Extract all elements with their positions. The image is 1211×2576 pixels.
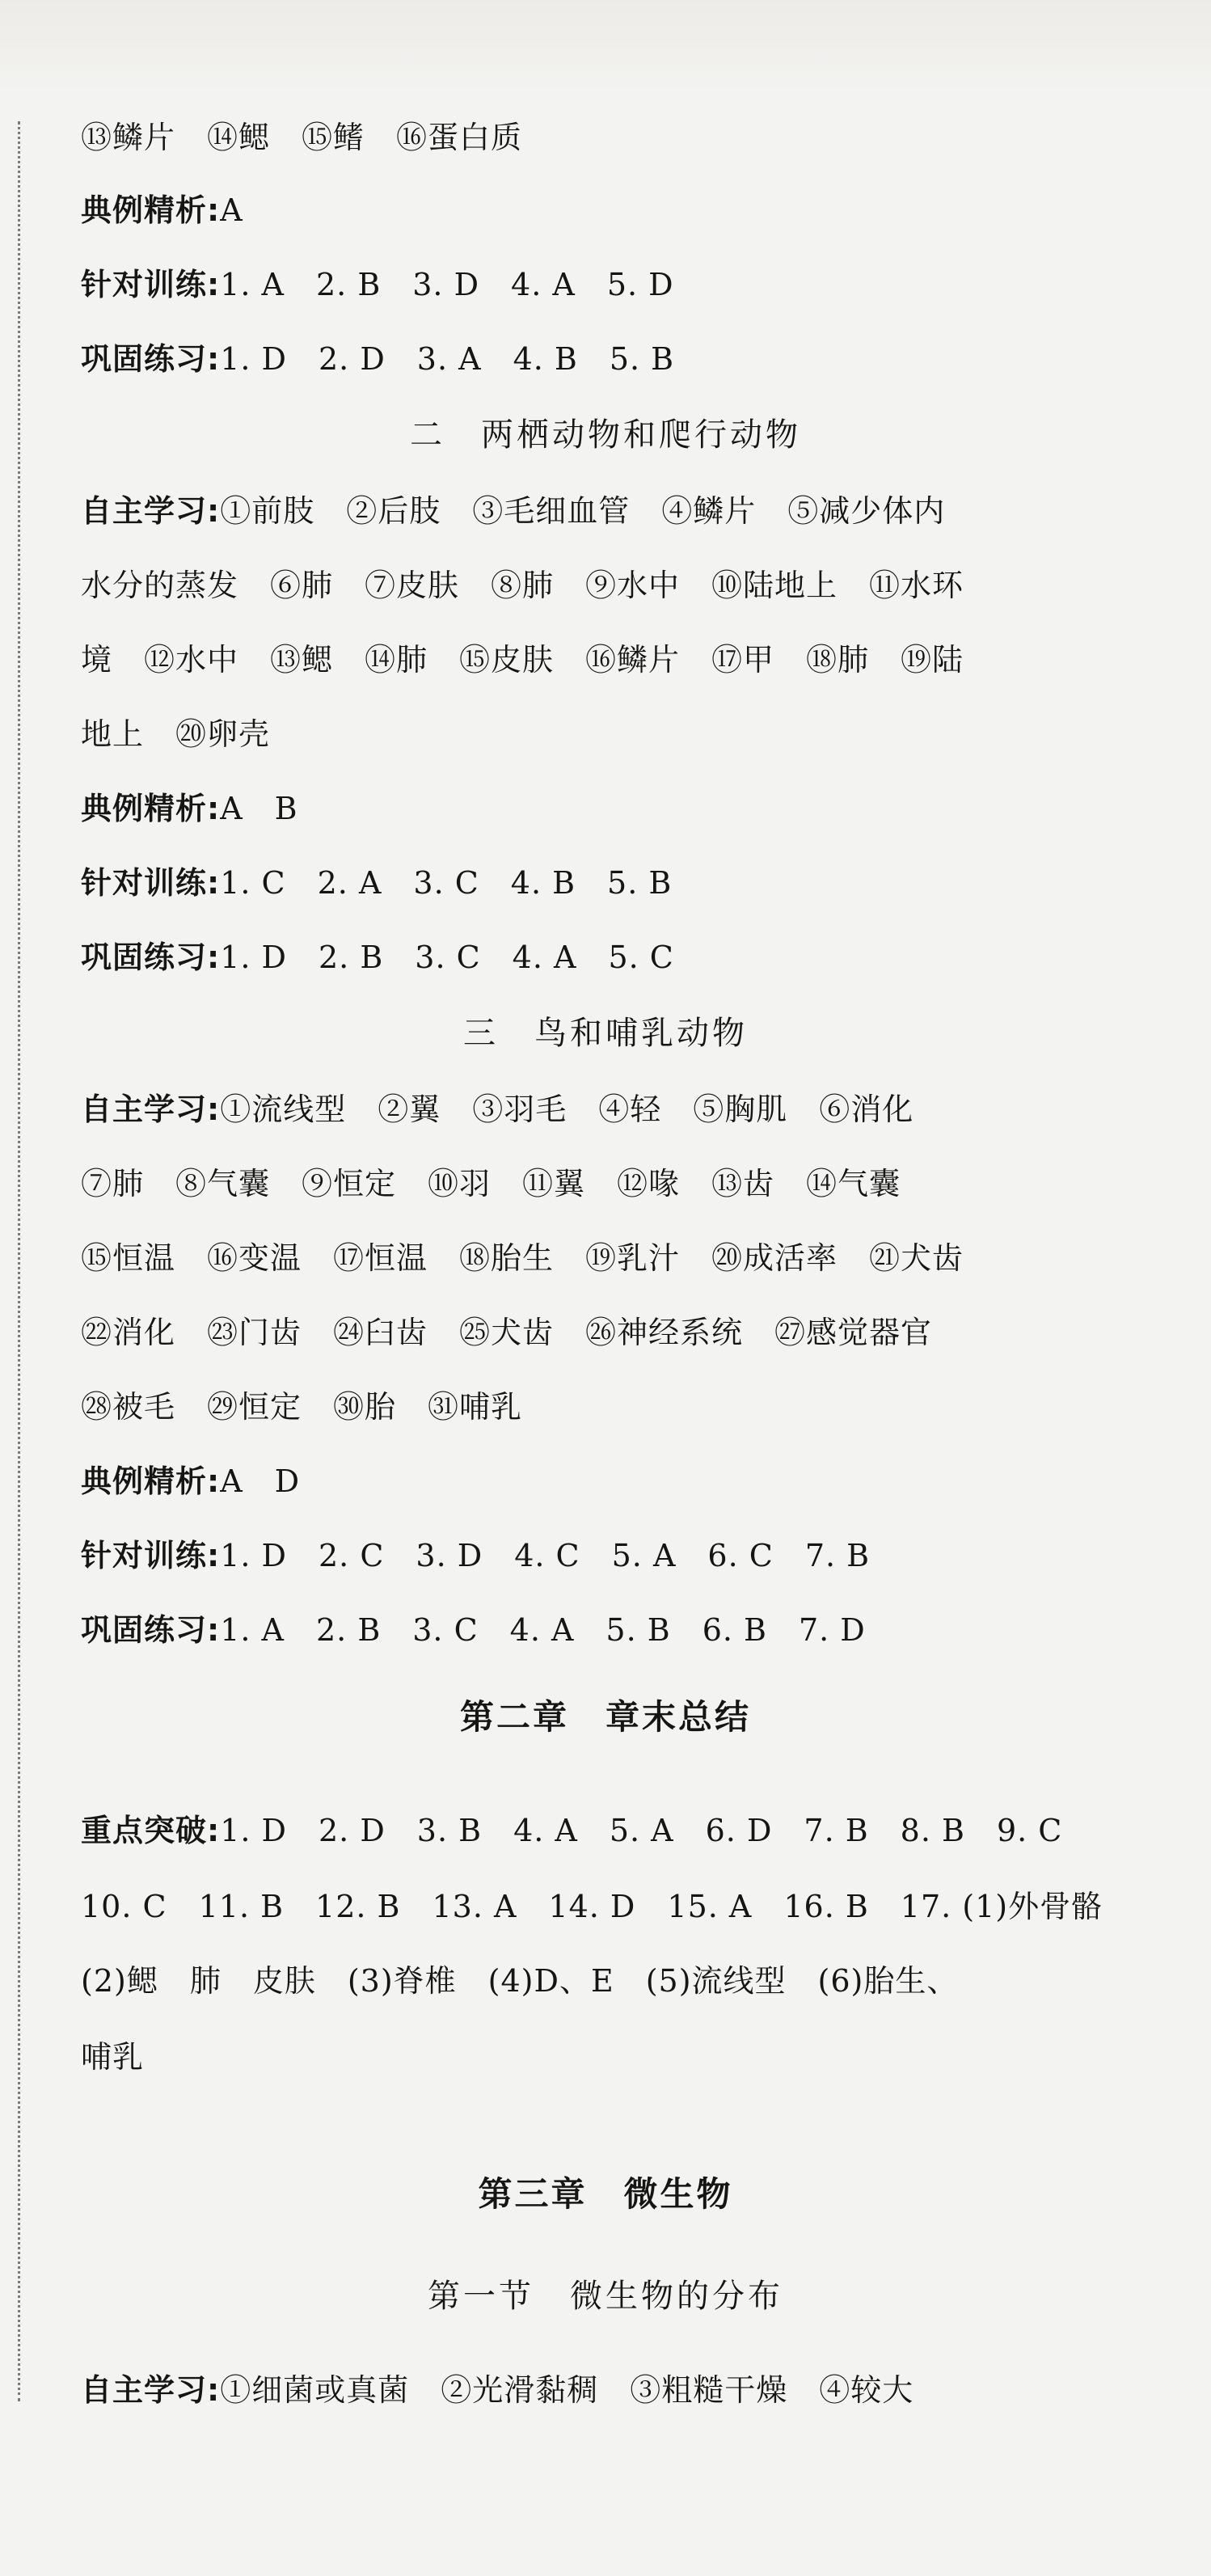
- answer-line: 巩固练习:1. A 2. B 3. C 4. A 5. B 6. B 7. D: [81, 1612, 866, 1648]
- chapter-summary-title: 第二章 章末总结: [459, 1697, 751, 1737]
- section-title: 第一节 微生物的分布: [428, 2278, 783, 2315]
- answer-line: 自主学习:①前肢 ②后肢 ③毛细血管 ④鳞片 ⑤减少体内: [81, 493, 946, 529]
- answer-line: 哺乳: [81, 2039, 145, 2075]
- answer-line: (2)鳃 肺 皮肤 (3)脊椎 (4)D、E (5)流线型 (6)胎生、: [81, 1963, 959, 1999]
- answer-line: 针对训练:1. A 2. B 3. D 4. A 5. D: [81, 267, 674, 302]
- answer-line: 巩固练习:1. D 2. D 3. A 4. B 5. B: [81, 341, 675, 377]
- answer-line: 自主学习:①细菌或真菌 ②光滑黏稠 ③粗糙干燥 ④较大: [81, 2372, 914, 2408]
- answer-line: 境 ⑫水中 ⑬鳃 ⑭肺 ⑮皮肤 ⑯鳞片 ⑰甲 ⑱肺 ⑲陆: [81, 642, 964, 678]
- answer-line: ⑦肺 ⑧气囊 ⑨恒定 ⑩羽 ⑪翼 ⑫喙 ⑬齿 ⑭气囊: [81, 1166, 901, 1201]
- binding-dotted-line: [18, 121, 20, 2401]
- chapter-title: 第三章 微生物: [478, 2174, 733, 2214]
- answer-line: 典例精析:A D: [81, 1463, 301, 1499]
- answer-line: ㉒消化 ㉓门齿 ㉔臼齿 ㉕犬齿 ㉖神经系统 ㉗感觉器官: [81, 1315, 933, 1350]
- section-title: 三 鸟和哺乳动物: [463, 1015, 748, 1052]
- answer-line: ⑬鳞片 ⑭鳃 ⑮鳍 ⑯蛋白质: [81, 120, 523, 155]
- section-title: 二 两栖动物和爬行动物: [410, 416, 801, 454]
- answer-line: 典例精析:A B: [81, 791, 298, 826]
- answer-line: 典例精析:A: [81, 192, 243, 228]
- answer-line: 自主学习:①流线型 ②翼 ③羽毛 ④轻 ⑤胸肌 ⑥消化: [81, 1092, 914, 1127]
- answer-line: 重点突破:1. D 2. D 3. B 4. A 5. A 6. D 7. B 8. B 9. C: [81, 1813, 1063, 1848]
- answer-line: 针对训练:1. C 2. A 3. C 4. B 5. B: [81, 865, 673, 901]
- answer-line: ⑮恒温 ⑯变温 ⑰恒温 ⑱胎生 ⑲乳汁 ⑳成活率 ㉑犬齿: [81, 1240, 964, 1276]
- answer-line: 10. C 11. B 12. B 13. A 14. D 15. A 16. B 17. (1)外骨骼: [81, 1889, 1103, 1924]
- answer-line: ㉘被毛 ㉙恒定 ㉚胎 ㉛哺乳: [81, 1389, 523, 1425]
- answer-line: 水分的蒸发 ⑥肺 ⑦皮肤 ⑧肺 ⑨水中 ⑩陆地上 ⑪水环: [81, 568, 964, 603]
- answer-line: 地上 ⑳卵壳: [81, 716, 271, 752]
- answer-line: 针对训练:1. D 2. C 3. D 4. C 5. A 6. C 7. B: [81, 1538, 871, 1573]
- answer-line: 巩固练习:1. D 2. B 3. C 4. A 5. C: [81, 940, 674, 975]
